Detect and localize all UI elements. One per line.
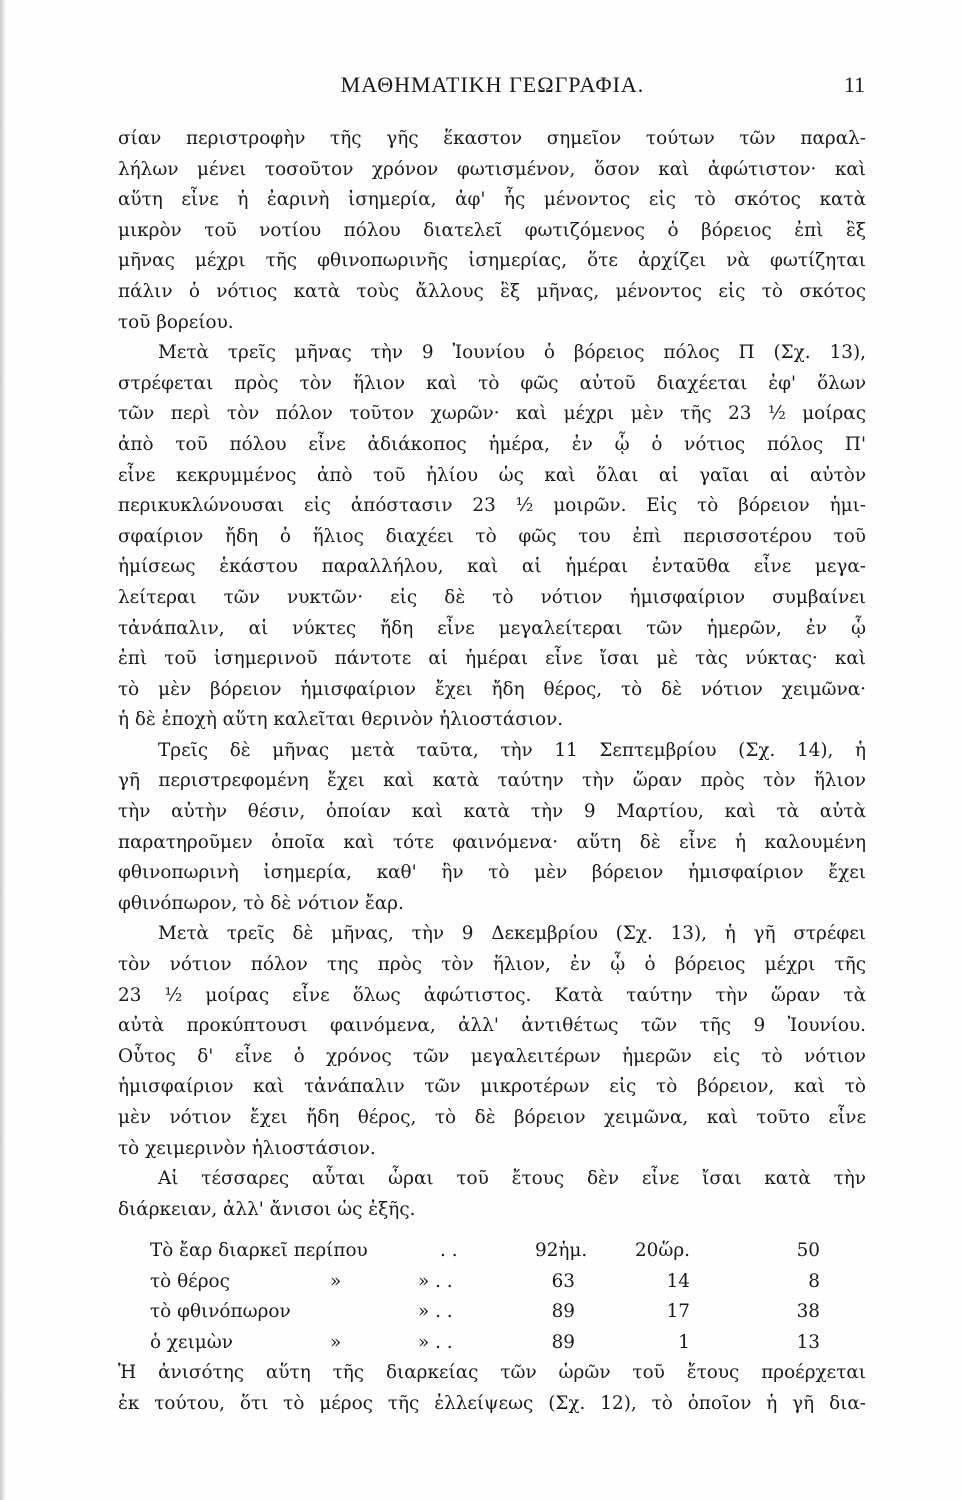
table-row — [150, 1297, 850, 1328]
text-line: Αἱ τέσσαρες αὗται ὧραι τοῦ ἔτους δὲν εἶνε ἴσαι κατὰ τὴν — [158, 1168, 866, 1190]
hours-value: 20ὥρ. — [634, 1240, 690, 1261]
hours-value: 14 — [666, 1270, 690, 1292]
hours-value: 1 — [678, 1331, 690, 1353]
text-line: Ἡ ἀνισότης αὕτη τῆς διαρκείας τῶν ὡρῶν τοῦ ἔτους προέρχεται — [118, 1362, 866, 1383]
text-line: Οὗτος δ' εἶνε ὁ χρόνος τῶν μεγαλειτέρων ἡμερῶν εἰς τὸ νότιον — [118, 1045, 866, 1067]
text-line: Μετὰ τρεῖς μῆνας τὴν 9 Ἰουνίου ὁ βόρειος πόλος Π (Σχ. 13), — [158, 342, 866, 364]
text-line: διάρκειαν, ἀλλ' ἄνισοι ὡς ἑξῆς. — [118, 1198, 416, 1220]
page-header — [120, 72, 865, 102]
text-line: ἀπὸ τοῦ πόλου εἶνε ἀδιάκοπος ἡμέρα, ἐν ᾧ ὁ νότιος πόλος Π' — [118, 433, 866, 455]
text-line: σίαν περιστροφὴν τῆς γῆς ἕκαστον σημεῖον τούτων τῶν παραλ- — [118, 128, 866, 149]
minutes-value: 50 — [796, 1240, 820, 1261]
text-line: ἐκ τούτου, ὅτι τὸ μέρος τῆς ἐλλείψεως (Σχ. 12), τὸ ὁποῖον ἡ γῆ δια- — [118, 1392, 866, 1414]
text-line: ἡμίσεως ἑκάστου παραλλήλου, καὶ αἱ ἡμέραι ἐνταῦθα εἶνε μεγα- — [118, 556, 866, 578]
text-line: τῶν περὶ τὸν πόλον τοῦτον χωρῶν· καὶ μέχρι μὲν τῆς 23 ½ μοίρας — [118, 403, 866, 425]
text-line: ἐπὶ τοῦ ἰσημερινοῦ πάντοτε αἱ ἡμέραι εἶνε ἴσαι μὲ τὰς νύκτας· καὶ — [118, 648, 866, 670]
text-line: τὸ μὲν βόρειον ἡμισφαίριον ἔχει ἤδη θέρος, τὸ δὲ νότιον χειμῶνα· — [118, 678, 866, 700]
body-text — [118, 124, 866, 1225]
leader-dots: » . . — [418, 1331, 453, 1353]
leader-dots: » . . — [418, 1301, 453, 1323]
text-line: Μετὰ τρεῖς δὲ μῆνας, τὴν 9 Δεκεμβρίου (Σχ. 13), ἡ γῆ στρέφει — [158, 923, 866, 945]
table-row — [150, 1328, 850, 1359]
text-line: παρατηροῦμεν ὁποῖα καὶ τότε φαινόμενα· αὕτη δὲ εἶνε ἡ καλουμένη — [118, 831, 866, 853]
days-value: 63 — [551, 1270, 575, 1292]
text-line: φθινοπωρινὴ ἰσημερία, καθ' ἣν τὸ μὲν βόρειον ἡμισφαίριον ἔχει — [118, 862, 866, 884]
days-value: 89 — [551, 1301, 575, 1323]
text-line: λήλων μένει τοσοῦτον χρόνον φωτισμένον, ὅσον καὶ ἀφώτιστον· καὶ — [118, 158, 866, 180]
seasons-duration-table — [150, 1236, 850, 1358]
minutes-value: 8 — [808, 1270, 820, 1292]
season-label: ὁ χειμὼν — [150, 1331, 233, 1353]
text-line: μὲν νότιον ἔχει ἤδη θέρος, τὸ δὲ βόρειον χειμῶνα, καὶ τοῦτο εἶνε — [118, 1107, 866, 1128]
text-line: μικρὸν τοῦ νοτίου πόλου διατελεῖ φωτιζόμενος ὁ βόρειος ἐπὶ ἓξ — [118, 219, 866, 241]
text-line: πάλιν ὁ νότιος κατὰ τοὺς ἄλλους ἓξ μῆνας, μένοντος εἰς τὸ σκότος — [118, 280, 866, 302]
season-label: τὸ φθινόπωρον — [150, 1301, 291, 1323]
season-label: τὸ θέρος — [150, 1270, 230, 1292]
season-label: Τὸ ἔαρ διαρκεῖ περίπου — [150, 1240, 368, 1261]
page-edge-shadow — [0, 0, 6, 1500]
text-line: ἡμισφαίριον καὶ τἀνάπαλιν τῶν μικροτέρων εἰς τὸ βόρειον, καὶ τὸ — [118, 1076, 866, 1098]
page-number: 11 — [843, 72, 865, 97]
text-line: τοῦ βορείου. — [118, 311, 234, 333]
leader-dots: » . . — [418, 1270, 453, 1292]
hours-value: 17 — [666, 1301, 690, 1323]
text-line: Τρεῖς δὲ μῆνας μετὰ ταῦτα, τὴν 11 Σεπτεμβρίου (Σχ. 14), ἡ — [158, 739, 866, 761]
text-line: γῆ περιστρεφομένη ἔχει καὶ κατὰ ταύτην τὴν ὥραν πρὸς τὸν ἥλιον — [118, 770, 866, 792]
text-line: 23 ½ μοίρας εἶνε ὅλως ἀφώτιστος. Κατὰ ταύτην τὴν ὥραν τὰ — [118, 984, 866, 1006]
running-title: ΜΑΘΗΜΑΤΙΚΗ ΓΕΩΓΡΑΦΙΑ. — [340, 72, 645, 97]
days-value: 89 — [551, 1331, 575, 1353]
table-row — [150, 1236, 850, 1267]
text-line: τἀνάπαλιν, αἱ νύκτες ἤδη εἶνε μεγαλείτεραι τῶν ἡμερῶν, ἐν ᾧ — [118, 617, 866, 639]
text-line: περικυκλώνουσαι εἰς ἀπόστασιν 23 ½ μοιρῶν. Εἰς τὸ βόρειον ἡμι- — [118, 495, 866, 517]
leader-dots: . . — [440, 1240, 458, 1261]
text-line: σφαίριον ἤδη ὁ ἥλιος διαχέει τὸ φῶς του ἐπὶ περισσοτέρου τοῦ — [118, 525, 866, 547]
text-line: τὸ χειμερινὸν ἡλιοστάσιον. — [118, 1137, 376, 1159]
text-line: αὕτη εἶνε ἡ ἐαρινὴ ἰσημερία, ἀφ' ἧς μένοντος εἰς τὸ σκότος κατὰ — [118, 189, 866, 211]
ditto-mark: » — [330, 1270, 342, 1292]
table-row — [150, 1267, 850, 1298]
text-line: μῆνας μέχρι τῆς φθινοπωρινῆς ἰσημερίας, ὅτε ἀρχίζει νὰ φωτίζηται — [118, 250, 866, 272]
ditto-mark: » — [330, 1331, 342, 1353]
text-line: φθινόπωρον, τὸ δὲ νότιον ἔαρ. — [118, 892, 404, 914]
text-line: εἶνε κεκρυμμένος ἀπὸ τοῦ ἡλίου ὡς καὶ ὅλαι αἱ γαῖαι αἱ αὐτὸν — [118, 464, 866, 486]
text-line: ἡ δὲ ἐποχὴ αὕτη καλεῖται θερινὸν ἡλιοστάσιον. — [118, 709, 564, 731]
text-line: λείτεραι τῶν νυκτῶν· εἰς δὲ τὸ νότιον ἡμισφαίριον συμβαίνει — [118, 586, 866, 608]
text-line: στρέφεται πρὸς τὸν ἥλιον καὶ τὸ φῶς αὐτοῦ διαχέεται ἐφ' ὅλων — [118, 372, 866, 394]
days-value: 92ἡμ. — [535, 1240, 588, 1261]
text-line: τὴν αὐτὴν θέσιν, ὁποίαν καὶ κατὰ τὴν 9 Μαρτίου, καὶ τὰ αὐτὰ — [118, 801, 866, 823]
text-line: αὐτὰ προκύπτουσι φαινόμενα, ἀλλ' ἀντιθέτως τῶν τῆς 9 Ἰουνίου. — [118, 1015, 866, 1037]
minutes-value: 13 — [796, 1331, 820, 1353]
minutes-value: 38 — [796, 1301, 820, 1323]
closing-paragraph — [118, 1358, 866, 1419]
text-line: τὸν νότιον πόλον της πρὸς τὸν ἥλιον, ἐν ᾧ ὁ βόρειος μέχρι τῆς — [118, 954, 866, 976]
